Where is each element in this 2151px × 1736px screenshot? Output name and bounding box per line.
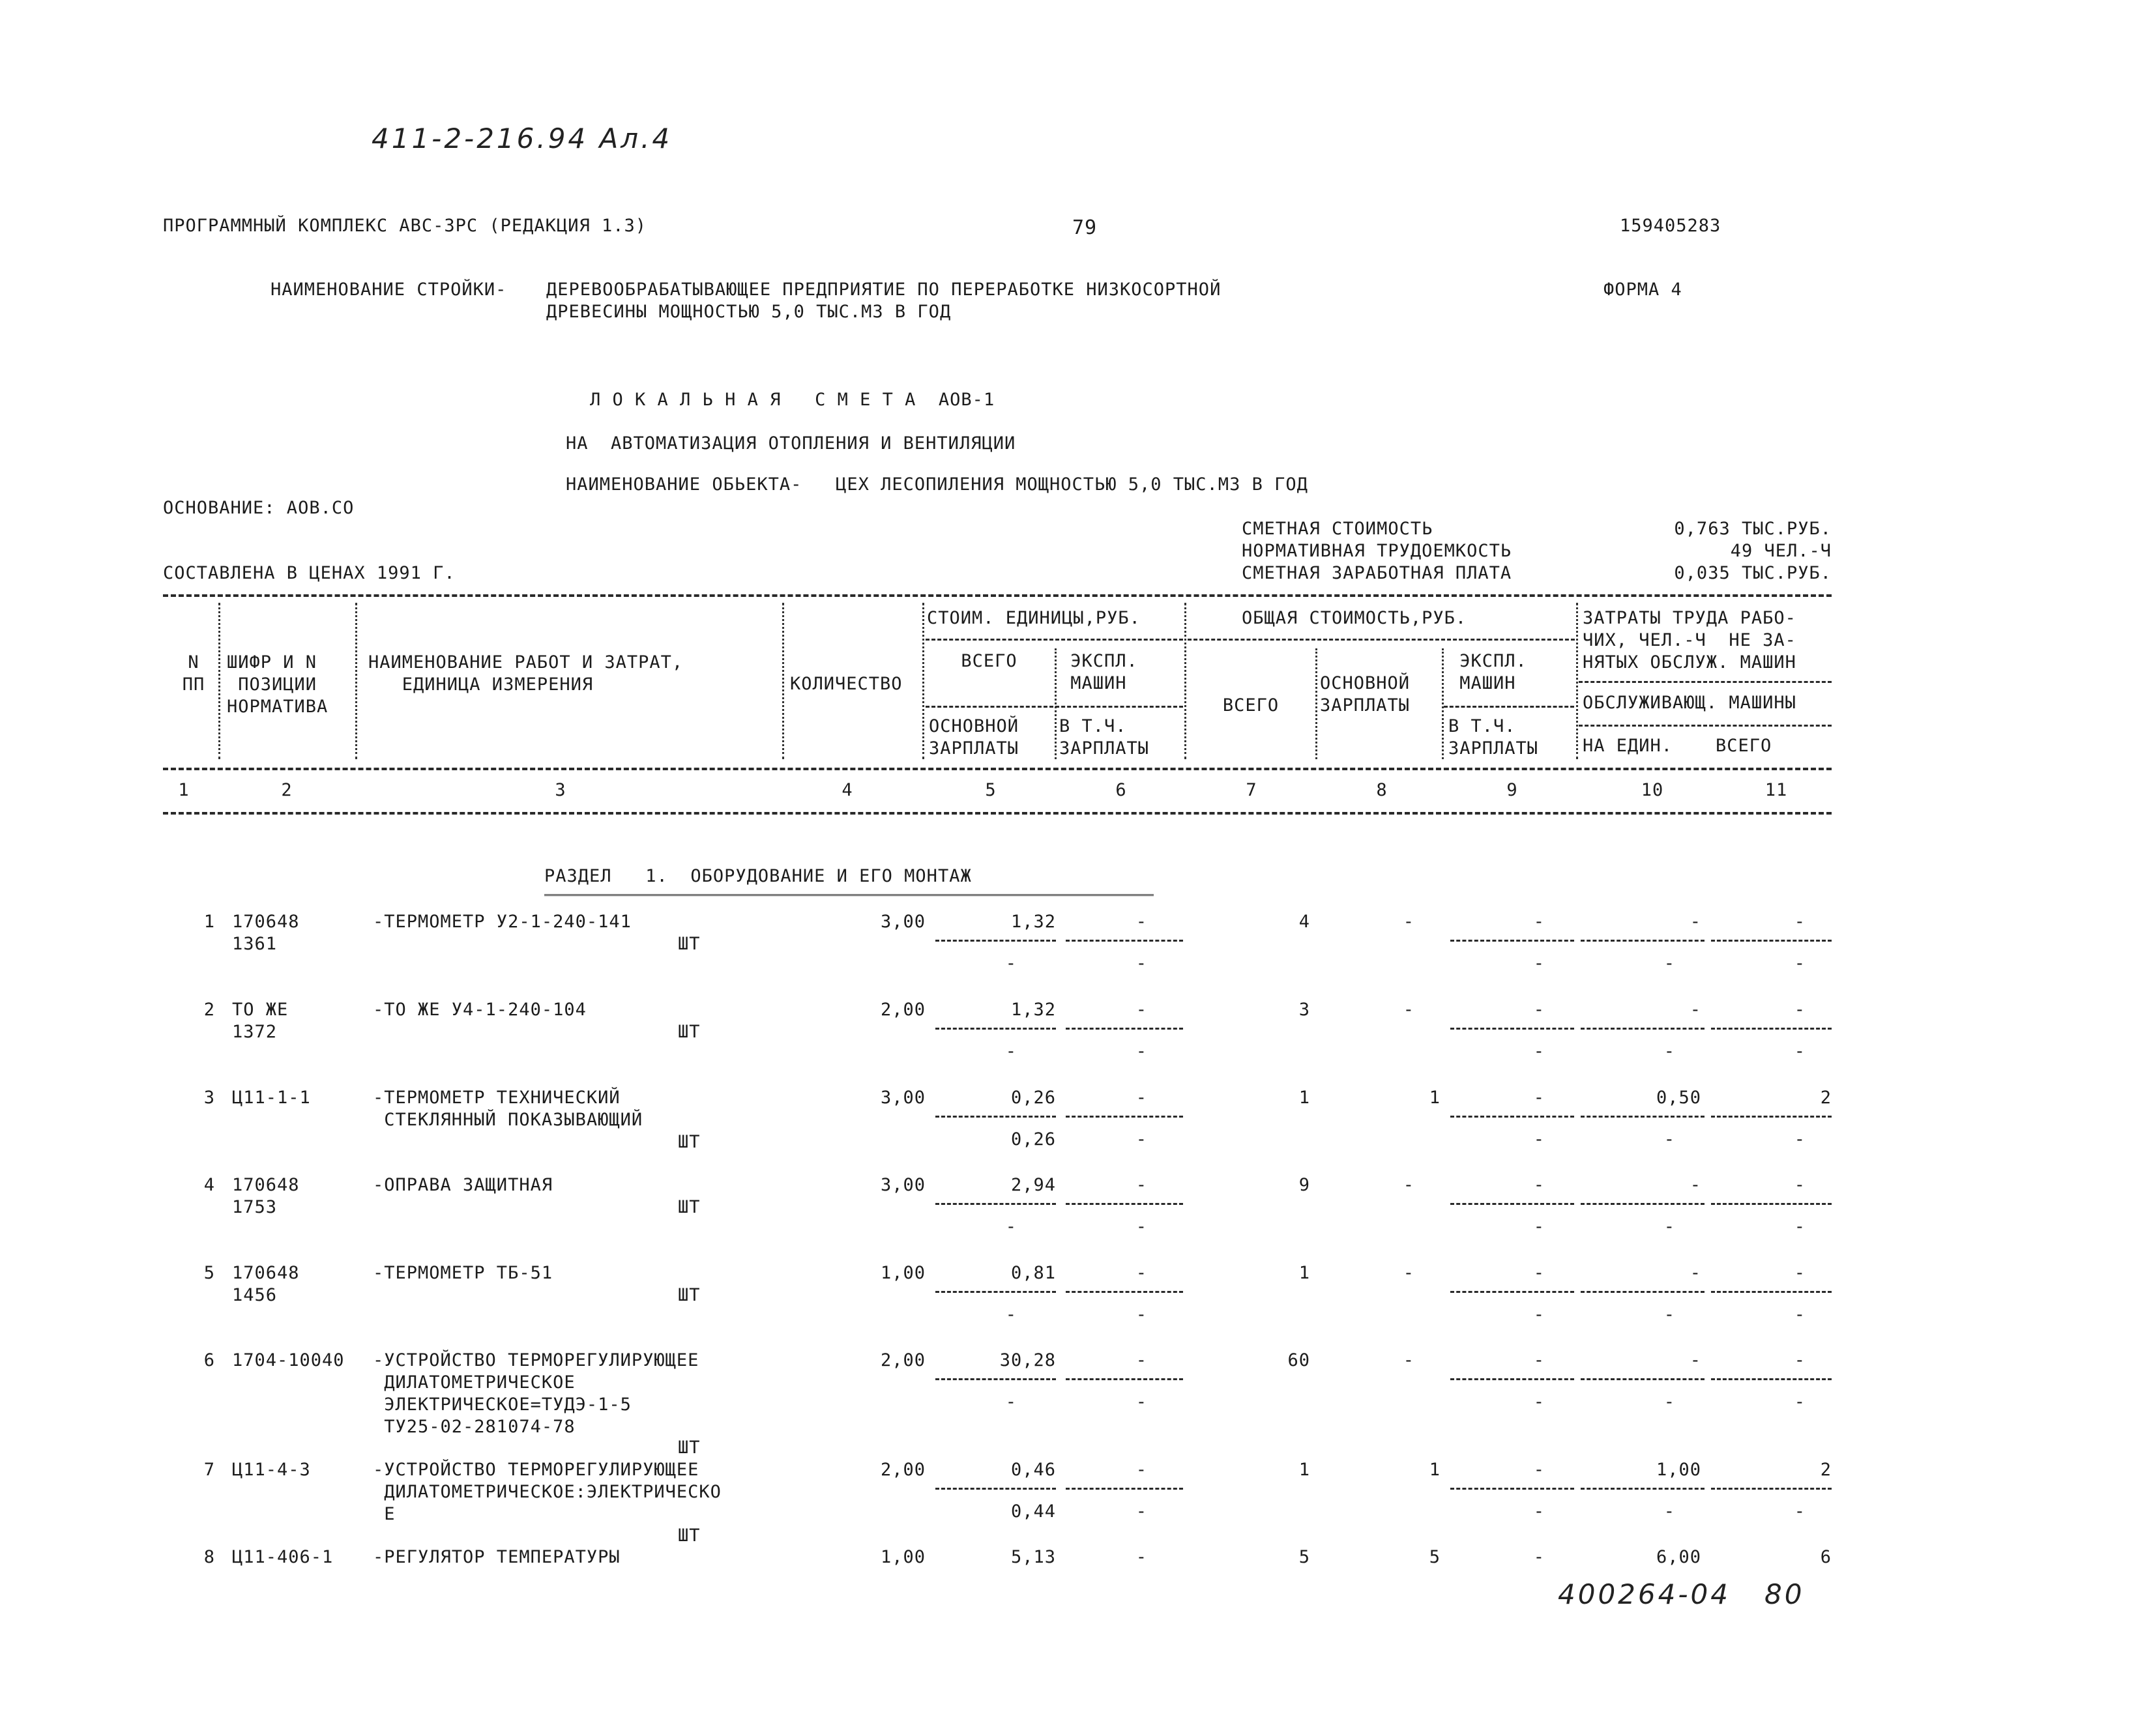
row-qty: 1,00 <box>880 1263 926 1283</box>
header-total-group: ОБЩАЯ СТОИМОСТЬ,РУБ. <box>1242 608 1467 628</box>
page-number: 79 <box>1072 216 1098 239</box>
row-total: 5 <box>1298 1547 1310 1567</box>
row-subrule <box>1581 1488 1705 1490</box>
col-sep <box>1442 648 1444 759</box>
row-unit-incl: - <box>1135 953 1147 974</box>
estimate-subject: НА АВТОМАТИЗАЦИЯ ОТОПЛЕНИЯ И ВЕНТИЛЯЦИИ <box>566 433 1016 454</box>
row-unit: ШТ <box>678 1022 701 1042</box>
row-number: 4 <box>203 1175 215 1195</box>
col-sep <box>1576 603 1578 759</box>
row-unit-wage: - <box>1005 1392 1017 1412</box>
row-subrule <box>1450 1378 1574 1380</box>
header-unit-mach: ЭКСПЛ. МАШИН <box>1070 651 1138 693</box>
col-sep <box>922 603 924 759</box>
row-total-wage: - <box>1403 1000 1414 1020</box>
row-subrule <box>1066 940 1183 942</box>
row-subrule <box>1066 1488 1183 1490</box>
row-unit-mach: - <box>1135 912 1147 932</box>
row-subrule <box>935 1291 1056 1293</box>
row-number: 7 <box>203 1460 215 1480</box>
row-labor-unit: - <box>1690 1000 1701 1020</box>
row-unit-total: 1,32 <box>1010 912 1056 932</box>
row-labor-unit: - <box>1690 1175 1701 1195</box>
row-labor-unit-sub: - <box>1663 1305 1675 1325</box>
header-rule <box>1579 725 1832 727</box>
header-labor-sub: ОБСЛУЖИВАЮЩ. МАШИНЫ <box>1583 693 1796 713</box>
row-name: -ТЕРМОМЕТР У2-1-240-141 <box>373 912 632 932</box>
summary-label-wage: СМЕТНАЯ ЗАРАБОТНАЯ ПЛАТА <box>1242 563 1512 583</box>
header-rule <box>1444 706 1574 708</box>
row-unit: ШТ <box>678 1197 701 1217</box>
summary-label-labor: НОРМАТИВНАЯ ТРУДОЕМКОСТЬ <box>1242 541 1512 561</box>
row-labor-unit: - <box>1690 1350 1701 1370</box>
row-labor-unit: - <box>1690 1263 1701 1283</box>
row-unit-mach: - <box>1135 1350 1147 1370</box>
row-labor-total-sub: - <box>1794 1392 1806 1412</box>
row-name: -ТЕРМОМЕТР ТБ-51 <box>373 1263 553 1283</box>
row-total-mach: - <box>1533 1088 1545 1108</box>
row-subrule <box>1581 1291 1705 1293</box>
row-labor-total: - <box>1794 1000 1806 1020</box>
col-number: 9 <box>1506 780 1518 800</box>
table-top-rule <box>163 594 1832 597</box>
row-unit-wage: 0,26 <box>1010 1129 1056 1150</box>
row-name: -ТО ЖЕ У4-1-240-104 <box>373 1000 587 1020</box>
summary-value-cost: 0,763 ТЫС.РУБ. <box>1674 519 1832 539</box>
col-sep <box>1315 648 1317 759</box>
row-labor-unit: 0,50 <box>1656 1088 1701 1108</box>
header-unit-total: ВСЕГО <box>961 651 1017 671</box>
header-labor-group: ЗАТРАТЫ ТРУДА РАБО- ЧИХ, ЧЕЛ.-Ч НЕ ЗА- НЯТЫХ ОБСЛУЖ. МАШИН <box>1583 608 1796 673</box>
row-labor-unit-sub: - <box>1663 953 1675 974</box>
row-total-mach: - <box>1533 1263 1545 1283</box>
section-underline <box>544 894 1154 900</box>
row-unit-wage: - <box>1005 1217 1017 1237</box>
row-labor-total: - <box>1794 1175 1806 1195</box>
row-total-wage: - <box>1403 1263 1414 1283</box>
header-total-wage: ОСНОВНОЙ ЗАРПЛАТЫ <box>1320 673 1411 716</box>
row-total: 9 <box>1298 1175 1310 1195</box>
row-code: Ц11-406-1 <box>232 1547 334 1567</box>
row-subrule <box>1581 1203 1705 1205</box>
row-labor-unit-sub: - <box>1663 1392 1675 1412</box>
row-total: 1 <box>1298 1263 1310 1283</box>
row-code: 170648 1361 <box>232 912 300 954</box>
row-subrule <box>1450 1028 1574 1030</box>
header-rule <box>926 706 1183 708</box>
row-subrule <box>935 1378 1056 1380</box>
row-labor-total: - <box>1794 912 1806 932</box>
row-labor-total-sub: - <box>1794 1041 1806 1062</box>
row-labor-unit: - <box>1690 912 1701 932</box>
header-rule <box>1188 639 1575 641</box>
header-total-incl: В Т.Ч. ЗАРПЛАТЫ <box>1448 716 1539 759</box>
row-total-wage: - <box>1403 1350 1414 1370</box>
row-total-incl: - <box>1533 1501 1545 1522</box>
row-unit-mach: - <box>1135 1263 1147 1283</box>
row-total: 60 <box>1287 1350 1310 1370</box>
row-unit-incl: - <box>1135 1305 1147 1325</box>
row-labor-total: 2 <box>1820 1088 1832 1108</box>
row-name: -ОПРАВА ЗАЩИТНАЯ <box>373 1175 553 1195</box>
summary-label-cost: СМЕТНАЯ СТОИМОСТЬ <box>1242 519 1433 539</box>
row-unit: ШТ <box>678 1285 701 1305</box>
row-total-incl: - <box>1533 953 1545 974</box>
colnum-bottom-rule <box>163 812 1832 815</box>
row-subrule <box>1066 1028 1183 1030</box>
header-bottom-rule <box>163 768 1832 770</box>
row-qty: 3,00 <box>880 1175 926 1195</box>
row-labor-total-sub: - <box>1794 1129 1806 1150</box>
header-col-name: НАИМЕНОВАНИЕ РАБОТ И ЗАТРАТ, ЕДИНИЦА ИЗМЕРЕНИЯ <box>368 652 684 695</box>
row-unit-mach: - <box>1135 1547 1147 1567</box>
row-unit: ШТ <box>678 1132 701 1152</box>
row-total-mach: - <box>1533 1175 1545 1195</box>
row-unit-total: 30,28 <box>999 1350 1056 1370</box>
col-number: 8 <box>1376 780 1388 800</box>
row-total-incl: - <box>1533 1041 1545 1062</box>
row-labor-total-sub: - <box>1794 1501 1806 1522</box>
row-code: ТО ЖЕ 1372 <box>232 1000 289 1042</box>
row-subrule <box>1450 1203 1574 1205</box>
row-subrule <box>1581 940 1705 942</box>
row-unit-total: 5,13 <box>1010 1547 1056 1567</box>
row-code: 1704-10040 <box>232 1350 345 1370</box>
col-sep <box>355 603 357 759</box>
header-unit-wage: ОСНОВНОЙ ЗАРПЛАТЫ <box>929 716 1019 759</box>
row-total-wage: 1 <box>1429 1460 1441 1480</box>
col-number: 11 <box>1764 780 1788 800</box>
row-subrule <box>1581 1378 1705 1380</box>
row-total: 3 <box>1298 1000 1310 1020</box>
row-total: 1 <box>1298 1460 1310 1480</box>
col-number: 5 <box>985 780 997 800</box>
row-unit-total: 0,46 <box>1010 1460 1056 1480</box>
row-subrule <box>1066 1116 1183 1118</box>
header-col-num: N ПП <box>182 652 205 695</box>
row-labor-total: - <box>1794 1350 1806 1370</box>
row-unit-incl: - <box>1135 1392 1147 1412</box>
col-number: 2 <box>281 780 293 800</box>
row-subrule <box>1711 940 1832 942</box>
col-number: 6 <box>1115 780 1127 800</box>
row-subrule <box>1450 1291 1574 1293</box>
form-label: ФОРМА 4 <box>1603 280 1682 300</box>
handwritten-doc-stamp: 411-2-216.94 Ал.4 <box>372 123 673 154</box>
col-sep <box>218 603 220 759</box>
row-total-incl: - <box>1533 1129 1545 1150</box>
basis-line: ОСНОВАНИЕ: АОВ.СО <box>163 498 355 518</box>
row-qty: 2,00 <box>880 1460 926 1480</box>
row-qty: 2,00 <box>880 1000 926 1020</box>
row-unit-total: 0,81 <box>1010 1263 1056 1283</box>
col-number: 1 <box>178 780 190 800</box>
row-unit-total: 1,32 <box>1010 1000 1056 1020</box>
row-total-wage: 1 <box>1429 1088 1441 1108</box>
row-labor-unit-sub: - <box>1663 1041 1675 1062</box>
row-subrule <box>1066 1203 1183 1205</box>
row-code: Ц11-1-1 <box>232 1088 311 1108</box>
row-subrule <box>935 940 1056 942</box>
summary-value-wage: 0,035 ТЫС.РУБ. <box>1674 563 1832 583</box>
row-labor-unit-sub: - <box>1663 1129 1675 1150</box>
row-number: 1 <box>203 912 215 932</box>
prices-line: СОСТАВЛЕНА В ЦЕНАХ 1991 Г. <box>163 563 456 583</box>
row-subrule <box>1711 1028 1832 1030</box>
doc-code: 159405283 <box>1620 216 1721 236</box>
row-subrule <box>1450 940 1574 942</box>
row-unit-total: 2,94 <box>1010 1175 1056 1195</box>
row-labor-total-sub: - <box>1794 953 1806 974</box>
row-total-mach: - <box>1533 912 1545 932</box>
row-subrule <box>935 1028 1056 1030</box>
row-unit-wage: 0,44 <box>1010 1501 1056 1522</box>
section-title: РАЗДЕЛ 1. ОБОРУДОВАНИЕ И ЕГО МОНТАЖ <box>544 866 972 886</box>
construction-name-line1: ДЕРЕВООБРАБАТЫВАЮЩЕЕ ПРЕДПРИЯТИЕ ПО ПЕРЕРАБОТКЕ НИЗКОСОРТНОЙ <box>546 280 1222 300</box>
row-total-wage: - <box>1403 1175 1414 1195</box>
row-total-mach: - <box>1533 1547 1545 1567</box>
summary-value-labor: 49 ЧЕЛ.-Ч <box>1730 541 1832 561</box>
row-labor-total-sub: - <box>1794 1217 1806 1237</box>
row-subrule <box>1066 1291 1183 1293</box>
row-unit-incl: - <box>1135 1217 1147 1237</box>
construction-label: НАИМЕНОВАНИЕ СТРОЙКИ- <box>271 280 507 300</box>
row-unit-incl: - <box>1135 1501 1147 1522</box>
row-labor-unit-sub: - <box>1663 1217 1675 1237</box>
row-qty: 3,00 <box>880 912 926 932</box>
row-unit-total: 0,26 <box>1010 1088 1056 1108</box>
col-sep <box>1184 603 1186 759</box>
row-name: -ТЕРМОМЕТР ТЕХНИЧЕСКИЙ СТЕКЛЯННЫЙ ПОКАЗЫВАЮЩИЙ <box>373 1088 643 1130</box>
row-total: 4 <box>1298 912 1310 932</box>
row-total: 1 <box>1298 1088 1310 1108</box>
header-col-code: ШИФР И N ПОЗИЦИИ НОРМАТИВА <box>227 652 329 717</box>
row-qty: 2,00 <box>880 1350 926 1370</box>
row-qty: 1,00 <box>880 1547 926 1567</box>
row-unit-mach: - <box>1135 1000 1147 1020</box>
row-subrule <box>1450 1116 1574 1118</box>
row-unit-mach: - <box>1135 1088 1147 1108</box>
header-rule <box>1579 681 1832 683</box>
col-sep <box>782 603 784 759</box>
row-name: -УСТРОЙСТВО ТЕРМОРЕГУЛИРУЮЩЕЕ ДИЛАТОМЕТРИЧЕСКОЕ:ЭЛЕКТРИЧЕСКО Е <box>373 1460 722 1524</box>
program-line: ПРОГРАММНЫЙ КОМПЛЕКС АВС-ЗРС (РЕДАКЦИЯ 1.3) <box>163 216 647 236</box>
handwritten-archive-stamp: 400264-04 80 <box>1558 1578 1805 1610</box>
header-labor-total: ВСЕГО <box>1716 736 1772 756</box>
row-subrule <box>935 1488 1056 1490</box>
row-subrule <box>1581 1116 1705 1118</box>
object-line: НАИМЕНОВАНИЕ ОБЬЕКТА- ЦЕХ ЛЕСОПИЛЕНИЯ МОЩНОСТЬЮ 5,0 ТЫС.М3 В ГОД <box>566 474 1308 495</box>
col-sep <box>1055 648 1057 759</box>
header-unit-incl: В Т.Ч. ЗАРПЛАТЫ <box>1059 716 1150 759</box>
row-total-mach: - <box>1533 1000 1545 1020</box>
header-rule <box>926 639 1183 641</box>
row-number: 8 <box>203 1547 215 1567</box>
row-total-incl: - <box>1533 1217 1545 1237</box>
row-unit-wage: - <box>1005 1305 1017 1325</box>
row-number: 5 <box>203 1263 215 1283</box>
row-code: 170648 1456 <box>232 1263 300 1305</box>
row-name: -РЕГУЛЯТОР ТЕМПЕРАТУРЫ <box>373 1547 621 1567</box>
col-number: 3 <box>555 780 566 800</box>
row-subrule <box>1450 1488 1574 1490</box>
row-subrule <box>1711 1378 1832 1380</box>
row-unit-incl: - <box>1135 1129 1147 1150</box>
row-code: Ц11-4-3 <box>232 1460 311 1480</box>
row-unit: ШТ <box>678 1438 701 1458</box>
row-subrule <box>935 1116 1056 1118</box>
header-total-mach: ЭКСПЛ. МАШИН <box>1459 651 1527 693</box>
row-number: 3 <box>203 1088 215 1108</box>
row-total-mach: - <box>1533 1460 1545 1480</box>
row-subrule <box>1581 1028 1705 1030</box>
row-unit-incl: - <box>1135 1041 1147 1062</box>
row-name: -УСТРОЙСТВО ТЕРМОРЕГУЛИРУЮЩЕЕ ДИЛАТОМЕТРИЧЕСКОЕ ЭЛЕКТРИЧЕСКОЕ=ТУДЭ-1-5 ТУ25-02-281074-78 <box>373 1350 699 1437</box>
header-labor-unit: НА ЕДИН. <box>1583 736 1673 756</box>
row-total-wage: - <box>1403 912 1414 932</box>
row-subrule <box>1066 1378 1183 1380</box>
row-labor-total-sub: - <box>1794 1305 1806 1325</box>
estimate-title: Л О К А Л Ь Н А Я С М Е Т А АОВ-1 <box>590 390 995 410</box>
row-total-wage: 5 <box>1429 1547 1441 1567</box>
header-total-all: ВСЕГО <box>1222 695 1280 716</box>
row-total-mach: - <box>1533 1350 1545 1370</box>
col-number: 4 <box>841 780 853 800</box>
row-qty: 3,00 <box>880 1088 926 1108</box>
row-number: 6 <box>203 1350 215 1370</box>
row-labor-unit: 1,00 <box>1656 1460 1701 1480</box>
row-subrule <box>1711 1488 1832 1490</box>
row-unit-mach: - <box>1135 1175 1147 1195</box>
row-labor-total: 2 <box>1820 1460 1832 1480</box>
row-unit: ШТ <box>678 1526 701 1546</box>
row-unit-mach: - <box>1135 1460 1147 1480</box>
header-col-qty: КОЛИЧЕСТВО <box>790 674 903 694</box>
header-unit-cost-group: СТОИМ. ЕДИНИЦЫ,РУБ. <box>927 608 1141 628</box>
row-subrule <box>1711 1116 1832 1118</box>
row-code: 170648 1753 <box>232 1175 300 1217</box>
row-unit-wage: - <box>1005 1041 1017 1062</box>
col-number: 7 <box>1246 780 1257 800</box>
row-labor-total: 6 <box>1820 1547 1832 1567</box>
row-unit-wage: - <box>1005 953 1017 974</box>
row-labor-unit-sub: - <box>1663 1501 1675 1522</box>
construction-name-line2: ДРЕВЕСИНЫ МОЩНОСТЬЮ 5,0 ТЫС.М3 В ГОД <box>546 302 952 322</box>
row-subrule <box>935 1203 1056 1205</box>
col-number: 10 <box>1641 780 1664 800</box>
row-labor-unit: 6,00 <box>1656 1547 1701 1567</box>
row-unit: ШТ <box>678 934 701 954</box>
row-subrule <box>1711 1203 1832 1205</box>
row-number: 2 <box>203 1000 215 1020</box>
row-total-incl: - <box>1533 1305 1545 1325</box>
row-total-incl: - <box>1533 1392 1545 1412</box>
row-labor-total: - <box>1794 1263 1806 1283</box>
row-subrule <box>1711 1291 1832 1293</box>
